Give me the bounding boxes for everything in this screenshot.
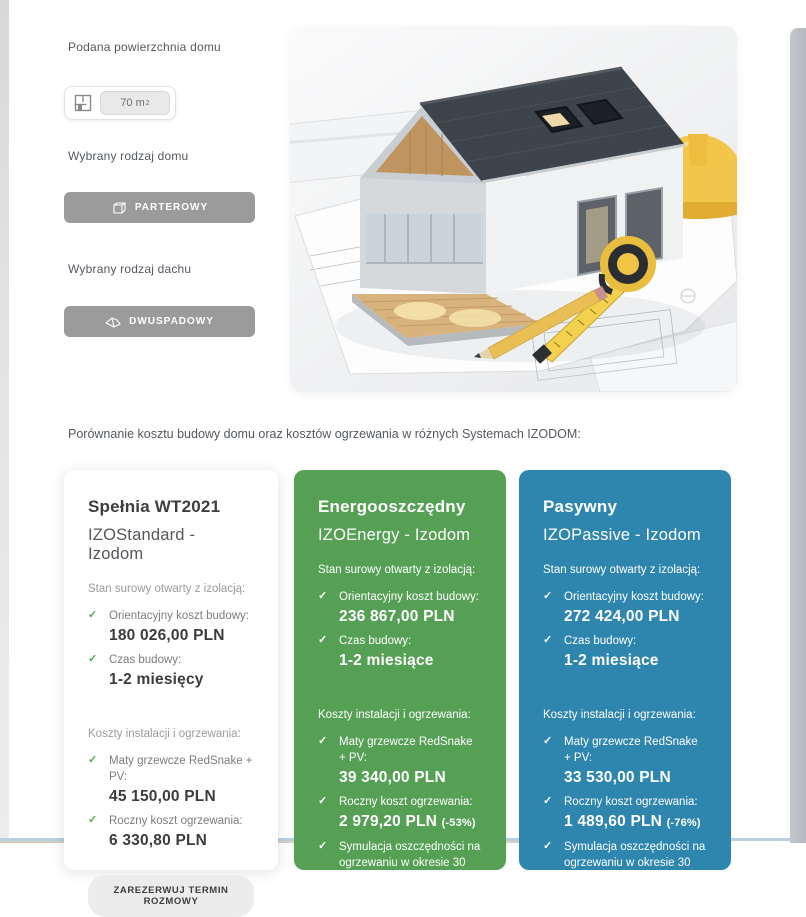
item-label: Czas budowy:: [339, 635, 412, 648]
book-call-button[interactable]: ZAREZERWUJ TERMIN ROZMOWY: [88, 875, 254, 917]
check-icon: ✓: [543, 634, 553, 647]
item-value: 319 519,20 PLN: [564, 890, 680, 908]
check-icon: ✓: [543, 590, 553, 602]
list-item: [543, 839, 707, 889]
check-icon: ✓: [318, 734, 328, 747]
check-icon: ✓: [318, 795, 328, 808]
item-label: Roczny koszt ogrzewania:: [339, 796, 473, 809]
gable-roof-icon: [105, 315, 121, 329]
item-value-main: 1 489,60 PLN: [564, 813, 667, 831]
list-item: [88, 608, 254, 625]
item-value: [339, 813, 482, 832]
item-value: 1-2 miesiące: [339, 651, 434, 669]
roof-type-label: Wybrany rodzaj dachu: [68, 262, 192, 276]
section-build-label: Stan surowy otwarty z izolacją:: [543, 564, 701, 576]
item-value-percent: (-76%): [666, 817, 701, 830]
item-label: Orientacyjny koszt budowy:: [339, 591, 479, 603]
card-izopassive: [519, 470, 731, 908]
roof-type-button-label: DWUSPADOWY: [129, 316, 214, 327]
house-type-button[interactable]: [64, 192, 255, 223]
item-value-percent: (-53%): [441, 817, 476, 830]
check-icon: ✓: [543, 839, 553, 852]
card-title: Spełnia WT2021: [88, 497, 221, 516]
item-label: Orientacyjny koszt budowy:: [109, 610, 249, 622]
check-icon: ✓: [543, 734, 553, 747]
area-input-group[interactable]: [64, 86, 176, 120]
card-subtitle: IZOStandard - Izodom: [88, 526, 196, 563]
item-value: 39 340,00 PLN: [339, 768, 446, 786]
section-build-label: Stan surowy otwarty z izolacją:: [318, 564, 476, 576]
list-item: [543, 734, 707, 767]
item-label: Maty grzewcze RedSnake + PV:: [339, 735, 473, 765]
item-label: Czas budowy:: [564, 635, 637, 648]
check-icon: ✓: [88, 609, 98, 621]
list-item: [318, 633, 482, 650]
item-value: 6 330,80 PLN: [109, 832, 208, 850]
list-item: [88, 813, 254, 830]
card-title: Energooszczędny: [318, 497, 466, 516]
card-title: Pasywny: [543, 497, 618, 516]
item-label: Roczny koszt ogrzewania:: [109, 815, 243, 828]
page-left-edge: [0, 0, 9, 843]
check-icon: ✓: [88, 653, 98, 666]
list-item: [88, 652, 254, 669]
area-unit-sup: 2: [145, 99, 150, 107]
item-label: Symulacja oszczędności na ogrzewaniu w okresie 30 lat:: [564, 840, 706, 887]
item-value: 45 150,00 PLN: [109, 787, 216, 805]
check-icon: ✓: [318, 590, 328, 602]
list-item: [543, 589, 707, 606]
house-type-button-label: PARTEROWY: [134, 202, 209, 213]
check-icon: ✓: [318, 839, 328, 852]
item-value: 180 026,00 PLN: [109, 626, 225, 644]
floor-plan-icon: [74, 94, 92, 112]
section-build-label: Stan surowy otwarty z izolacją:: [88, 583, 246, 595]
item-label: Orientacyjny koszt budowy:: [564, 591, 704, 603]
list-item: [543, 633, 707, 650]
item-label: Roczny koszt ogrzewania:: [564, 796, 698, 809]
item-value: 1-2 miesięcy: [109, 670, 204, 688]
section-heat-label: Koszty instalacji i ogrzewania:: [88, 727, 241, 740]
item-value: 1-2 miesiące: [564, 651, 659, 669]
card-izoenergy: [294, 470, 506, 908]
area-label: Podana powierzchnia domu: [68, 40, 221, 54]
list-item: [318, 734, 482, 767]
section-heat-label: Koszty instalacji i ogrzewania:: [318, 708, 471, 721]
item-value: [564, 813, 707, 832]
page-right-panel-edge: [790, 28, 806, 843]
item-label: Maty grzewcze RedSnake + PV:: [564, 735, 698, 765]
item-value: 33 530,00 PLN: [564, 768, 671, 786]
list-item: [318, 589, 482, 606]
area-value: 70 m: [120, 97, 145, 109]
single-storey-house-icon: [111, 201, 127, 215]
area-value-field[interactable]: [100, 91, 170, 115]
check-icon: ✓: [88, 814, 98, 827]
check-icon: ✓: [88, 753, 98, 766]
card-izostandard: [64, 470, 278, 907]
card-subtitle: IZOPassive - Izodom: [543, 526, 701, 544]
item-label: Symulacja oszczędności na ogrzewaniu w okresie 30 lat:: [339, 840, 481, 887]
card-subtitle: IZOEnergy - Izodom: [318, 526, 471, 544]
item-value: 272 424,00 PLN: [564, 607, 680, 625]
list-item: [88, 753, 254, 786]
item-label: Maty grzewcze RedSnake + PV:: [109, 754, 253, 784]
item-value: 221 205,60 PLN: [339, 890, 455, 908]
item-value-main: 2 979,20 PLN: [339, 813, 442, 831]
check-icon: ✓: [318, 634, 328, 647]
house-type-label: Wybrany rodzaj domu: [68, 149, 189, 163]
hero-image: [290, 26, 737, 392]
list-item: [318, 839, 482, 889]
comparison-intro: Porównanie kosztu budowy domu oraz kosztów ogrzewania w różnych Systemach IZODOM:: [68, 427, 581, 441]
item-value: 236 867,00 PLN: [339, 607, 455, 625]
section-heat-label: Koszty instalacji i ogrzewania:: [543, 708, 696, 721]
list-item: [543, 794, 707, 811]
house-illustration: [290, 26, 737, 392]
roof-type-button[interactable]: [64, 306, 255, 337]
list-item: [318, 794, 482, 811]
check-icon: ✓: [543, 795, 553, 808]
item-label: Czas budowy:: [109, 654, 182, 667]
